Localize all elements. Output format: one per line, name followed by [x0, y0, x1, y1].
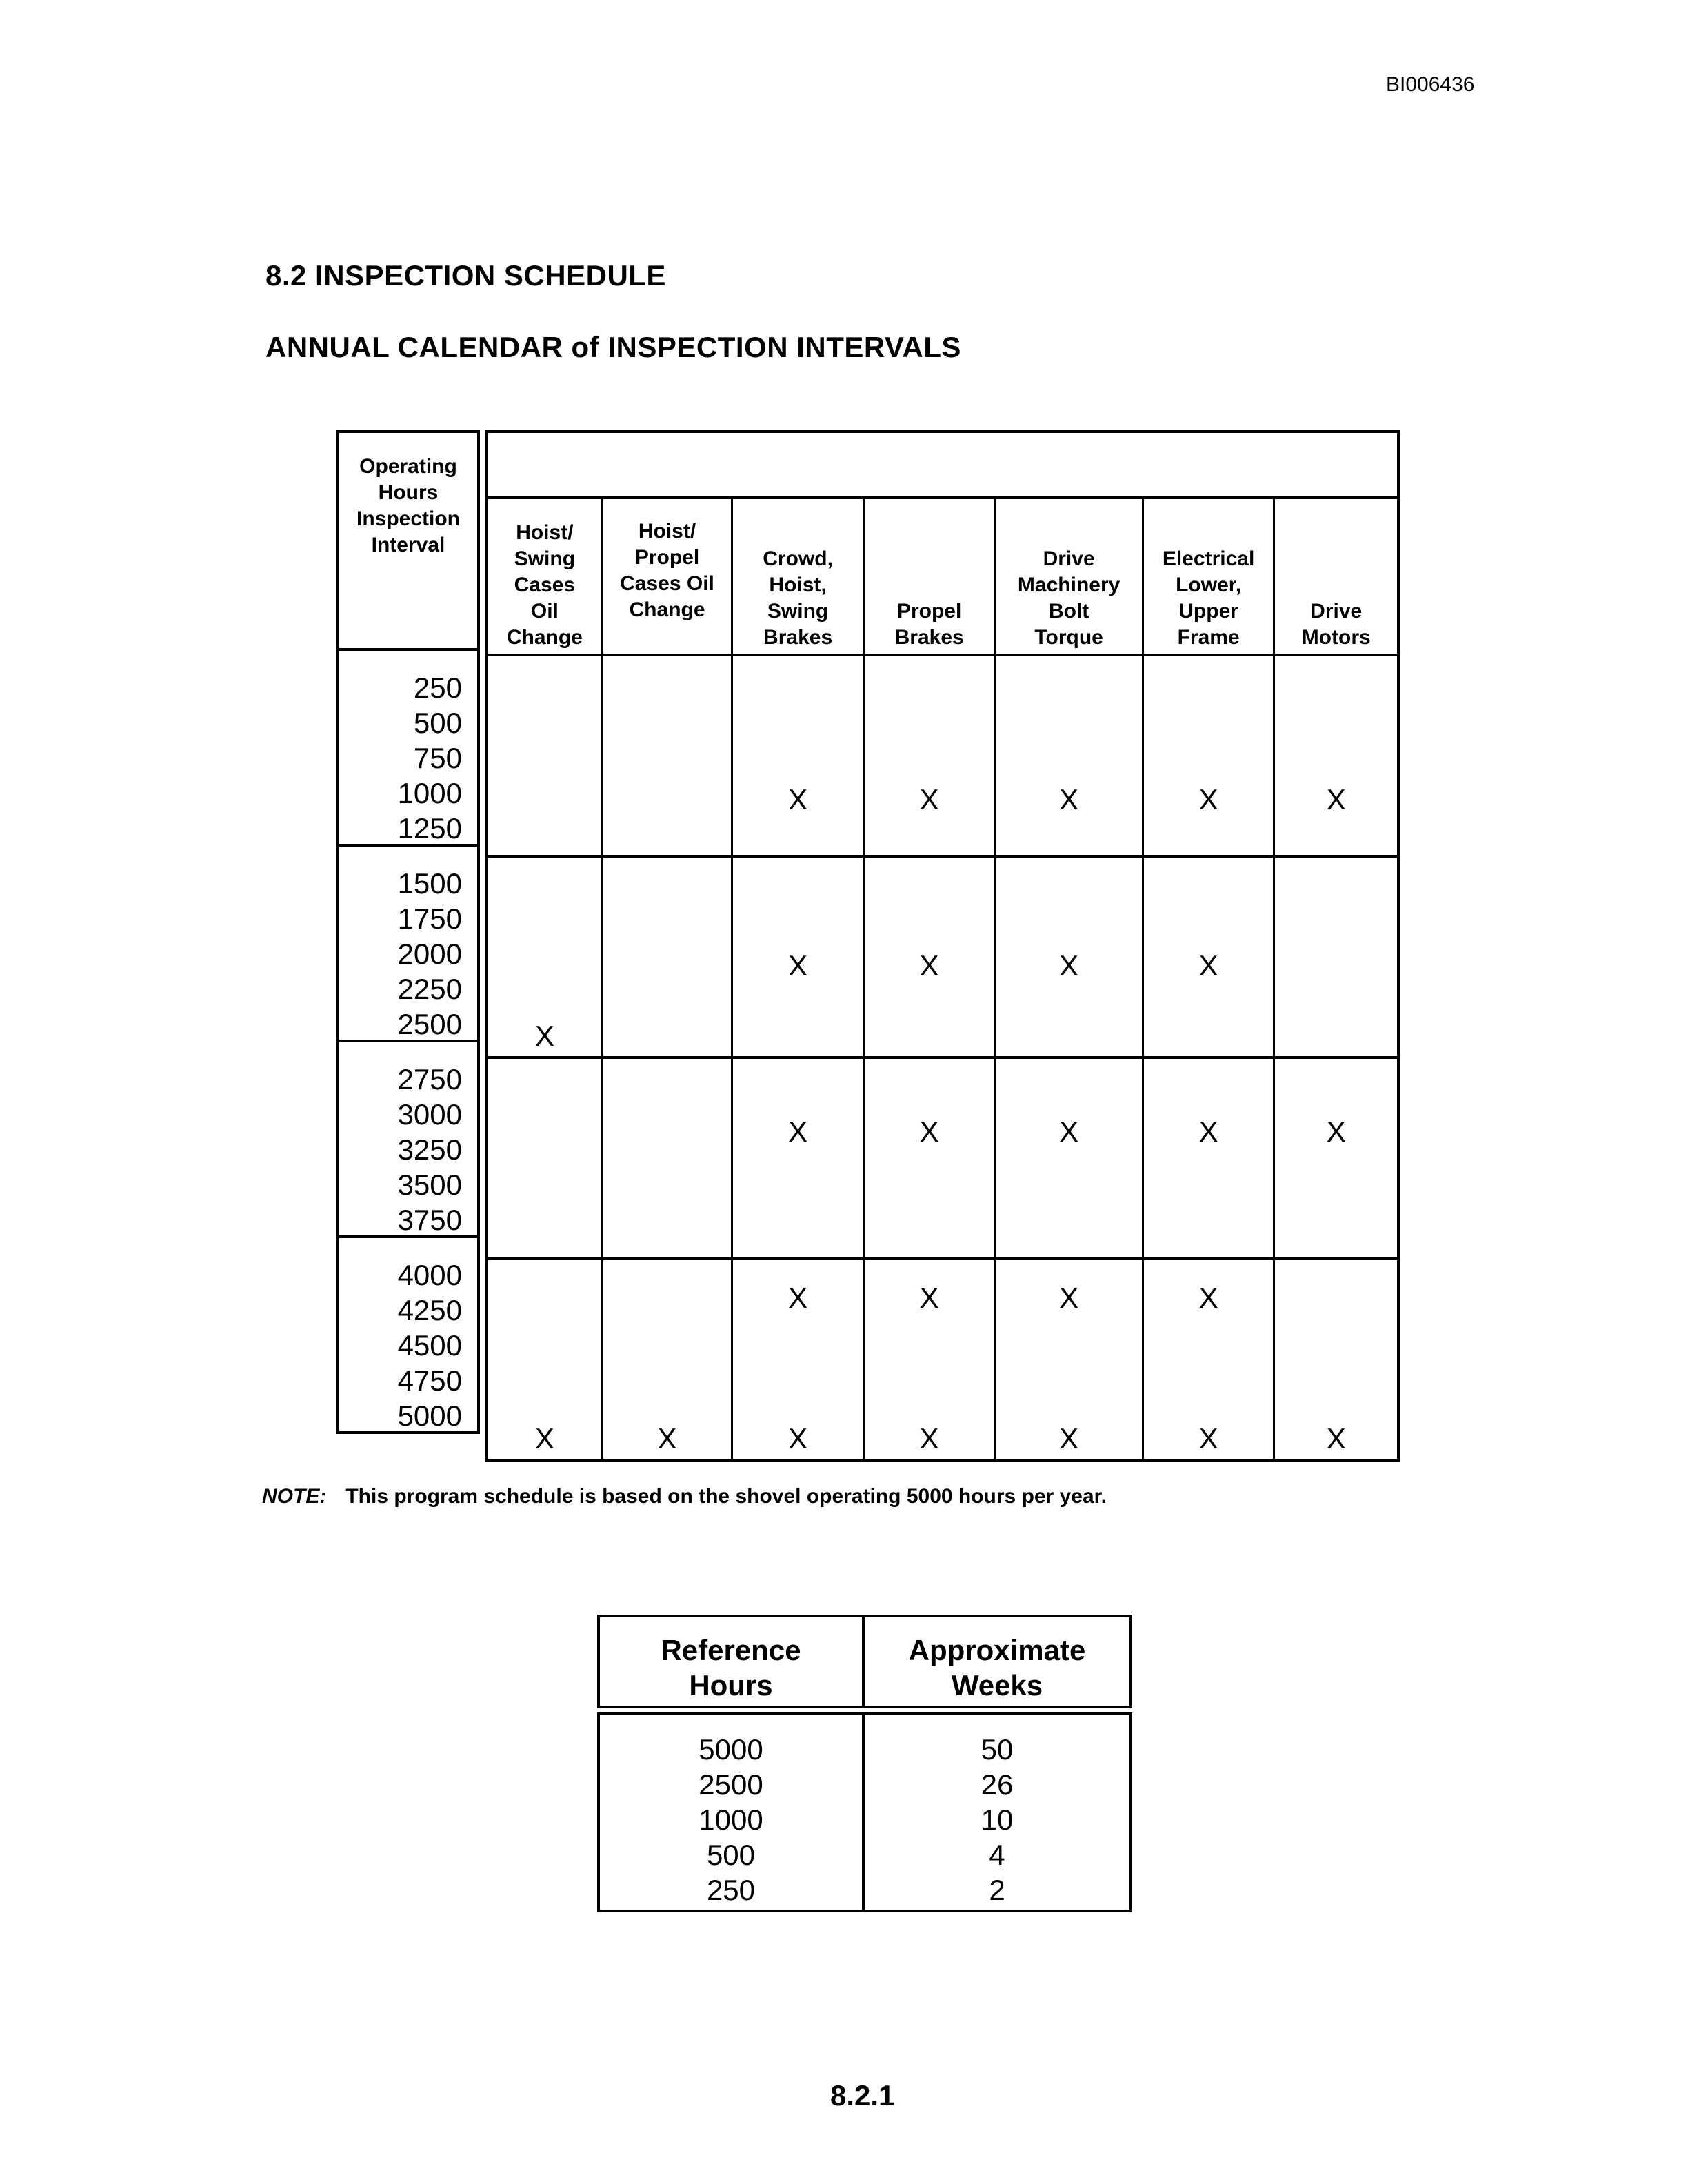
col-header-line: Upper [1178, 600, 1238, 623]
header-band [488, 433, 1397, 499]
col-header-line: Frame [1177, 626, 1240, 649]
reference-hours-table [597, 1615, 1132, 1912]
header-line: Reference [661, 1634, 801, 1666]
header-line: Weeks [951, 1669, 1043, 1701]
hours-group-3 [336, 1040, 480, 1238]
schedule-cell [488, 858, 603, 1056]
reference-hours-header [600, 1617, 865, 1706]
inspection-mark: X [919, 783, 939, 816]
hours-value: 4000 [397, 1259, 462, 1291]
hours-group-1 [336, 648, 480, 847]
col-header-line: Hoist/ [638, 520, 696, 543]
reference-hours-value: 2500 [699, 1768, 763, 1801]
schedule-note [262, 1485, 1107, 1508]
schedule-row [488, 1260, 1397, 1459]
col-header-propel-brakes [865, 499, 996, 654]
reference-table-header [597, 1615, 1132, 1708]
schedule-cell [603, 656, 734, 855]
hours-value: 750 [413, 742, 462, 774]
hours-value: 4250 [397, 1294, 462, 1326]
hours-value: 3750 [397, 1204, 462, 1236]
interval-header-line: Hours [378, 481, 439, 504]
schedule-cell [488, 1059, 603, 1257]
inspection-mark: X [1326, 1422, 1346, 1455]
col-header-line: Change [629, 598, 705, 621]
schedule-row [488, 1059, 1397, 1260]
col-header-line: Hoist/ [516, 521, 574, 544]
interval-header [336, 430, 480, 651]
reference-hours-value: 250 [706, 1874, 756, 1906]
schedule-cell [865, 1260, 996, 1459]
schedule-cell [996, 1059, 1143, 1257]
header-line: Hours [689, 1669, 773, 1701]
reference-hours-value: 1000 [699, 1803, 763, 1836]
hours-value: 2250 [397, 973, 462, 1005]
col-header-crowd-hoist-swing-brakes [733, 499, 865, 654]
schedule-cell [1144, 1059, 1276, 1257]
inspection-mark: X [919, 1282, 939, 1314]
schedule-cell [865, 656, 996, 855]
col-header-hoist-swing-oil [488, 499, 603, 654]
hours-value: 1000 [397, 777, 462, 809]
hours-group-2 [336, 844, 480, 1042]
col-header-line: Machinery [1017, 574, 1121, 596]
hours-value: 3500 [397, 1169, 462, 1201]
schedule-cell [1144, 1260, 1276, 1459]
schedule-cell [488, 656, 603, 855]
col-header-line: Lower, [1176, 574, 1242, 596]
approximate-weeks-column [865, 1715, 1129, 1910]
inspection-mark: X [1059, 1422, 1079, 1455]
schedule-cell [733, 858, 865, 1056]
col-header-line: Brakes [763, 626, 833, 649]
schedule-cell [603, 858, 734, 1056]
hours-value: 4750 [397, 1364, 462, 1397]
hours-value: 5000 [397, 1399, 462, 1432]
col-header-hoist-propel-oil [603, 499, 734, 654]
reference-table-body [597, 1712, 1132, 1912]
schedule-cell [733, 1059, 865, 1257]
inspection-mark: X [1198, 783, 1218, 816]
col-header-line: Cases Oil [620, 572, 714, 595]
schedule-cell [996, 1260, 1143, 1459]
col-header-line: Drive [1043, 547, 1095, 570]
document-id: BI006436 [1386, 73, 1475, 96]
schedule-cell [733, 656, 865, 855]
inspection-schedule-table [485, 430, 1400, 1462]
inspection-mark: X [788, 1282, 808, 1314]
col-header-line: Cases [514, 574, 576, 596]
reference-hours-value: 5000 [699, 1733, 763, 1766]
schedule-cell [1144, 858, 1276, 1056]
note-label: NOTE: [262, 1485, 327, 1508]
hours-value: 500 [413, 707, 462, 739]
inspection-mark: X [919, 1115, 939, 1148]
page-number: 8.2.1 [830, 2079, 895, 2112]
col-header-line: Propel [634, 546, 700, 569]
col-header-electrical-frame [1144, 499, 1276, 654]
table-subtitle: ANNUAL CALENDAR of INSPECTION INTERVALS [265, 331, 961, 363]
col-header-line: Motors [1301, 626, 1371, 649]
inspection-mark: X [1198, 1282, 1218, 1314]
inspection-mark: X [919, 1422, 939, 1455]
schedule-cell [733, 1260, 865, 1459]
inspection-mark: X [788, 949, 808, 982]
schedule-cell [865, 858, 996, 1056]
hours-value: 250 [413, 671, 462, 704]
hours-value: 3000 [397, 1098, 462, 1131]
col-header-line: Brakes [894, 626, 964, 649]
inspection-mark: X [534, 1422, 554, 1455]
header-line: Approximate [908, 1634, 1086, 1666]
schedule-body [488, 656, 1397, 1459]
hours-value: 2500 [397, 1008, 462, 1040]
hours-value: 3250 [397, 1133, 462, 1166]
inspection-mark: X [788, 1422, 808, 1455]
note-text: This program schedule is based on the shovel operating 5000 hours per year. [345, 1485, 1107, 1508]
inspection-mark: X [1326, 1115, 1346, 1148]
column-header-row [488, 499, 1397, 656]
col-header-line: Swing [767, 600, 829, 623]
approximate-weeks-value: 50 [981, 1733, 1014, 1766]
hours-value: 2000 [397, 938, 462, 970]
schedule-cell [1275, 858, 1397, 1056]
inspection-mark: X [788, 783, 808, 816]
schedule-cell [1144, 656, 1276, 855]
inspection-mark: X [1326, 783, 1346, 816]
hours-value: 2750 [397, 1063, 462, 1095]
inspection-mark: X [919, 949, 939, 982]
hours-value: 1750 [397, 902, 462, 935]
approximate-weeks-value: 4 [989, 1839, 1005, 1871]
interval-header-line: Operating [359, 455, 457, 478]
approximate-weeks-value: 2 [989, 1874, 1005, 1906]
approximate-weeks-value: 10 [981, 1803, 1014, 1836]
col-header-line: Torque [1034, 626, 1103, 649]
col-header-line: Hoist, [769, 574, 827, 596]
interval-header-line: Interval [371, 534, 445, 556]
reference-hours-column [600, 1715, 865, 1910]
hours-group-4 [336, 1235, 480, 1434]
reference-hours-value: 500 [706, 1839, 756, 1871]
schedule-cell [603, 1260, 734, 1459]
col-header-line: Swing [514, 547, 576, 570]
inspection-mark: X [1198, 1115, 1218, 1148]
approximate-weeks-header [865, 1617, 1129, 1706]
inspection-mark: X [1198, 949, 1218, 982]
col-header-line: Drive [1310, 600, 1363, 623]
inspection-mark: X [1059, 949, 1079, 982]
section-title: 8.2 INSPECTION SCHEDULE [265, 259, 666, 292]
approximate-weeks-value: 26 [981, 1768, 1014, 1801]
inspection-mark: X [788, 1115, 808, 1148]
inspection-mark: X [534, 1020, 554, 1052]
col-header-line: Change [506, 626, 583, 649]
inspection-mark: X [1059, 1282, 1079, 1314]
col-header-line: Electrical [1162, 547, 1255, 570]
schedule-cell [865, 1059, 996, 1257]
hours-value: 1500 [397, 867, 462, 900]
schedule-cell [1275, 1059, 1397, 1257]
hours-value: 1250 [397, 812, 462, 845]
col-header-line: Oil [530, 600, 559, 623]
schedule-cell [996, 656, 1143, 855]
col-header-drive-machinery-bolt-torque [996, 499, 1143, 654]
inspection-mark: X [1059, 783, 1079, 816]
col-header-line: Propel [896, 600, 962, 623]
inspection-mark: X [657, 1422, 677, 1455]
schedule-cell [996, 858, 1143, 1056]
schedule-cell [488, 1260, 603, 1459]
col-header-drive-motors [1275, 499, 1397, 654]
schedule-cell [603, 1059, 734, 1257]
col-header-line: Crowd, [763, 547, 833, 570]
col-header-line: Bolt [1048, 600, 1089, 623]
inspection-mark: X [1059, 1115, 1079, 1148]
schedule-row [488, 656, 1397, 858]
schedule-row [488, 858, 1397, 1059]
inspection-mark: X [1198, 1422, 1218, 1455]
schedule-cell [1275, 656, 1397, 855]
schedule-cell [1275, 1260, 1397, 1459]
hours-value: 4500 [397, 1329, 462, 1362]
interval-header-line: Inspection [356, 507, 460, 530]
